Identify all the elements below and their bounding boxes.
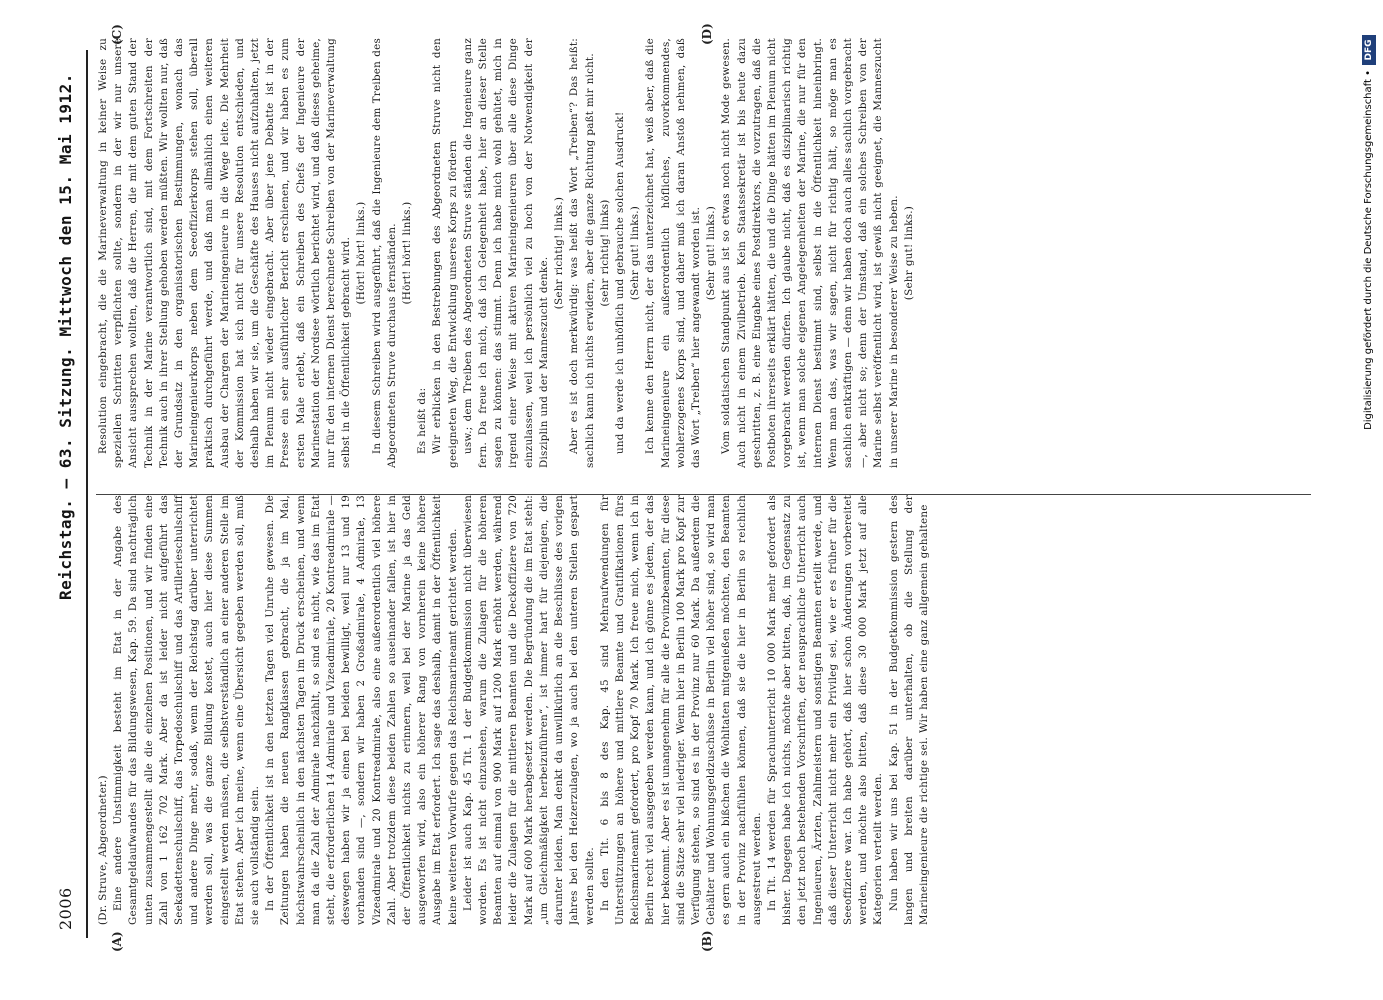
interjection: (Sehr richtig! links.) [553,196,566,310]
credit-strip [1359,0,1383,1000]
margin-marker-d: (D) [700,23,714,45]
right-column-text [96,38,917,468]
paragraph: Aber es ist doch merkwürdig: was heißt das Wort „Treiben“? Das heißt: sachlich kann ich nichts erwidern, aber die ganze Richtung paßt mir nicht. [568,38,596,468]
left-column-text [96,495,932,925]
paragraph: In diesem Schreiben wird ausgeführt, daß die Ingenieure dem Treiben des Abgeordneten Struve durchaus fernständen. [370,38,398,468]
page-header [56,50,82,930]
dfg-credit-text: Digitalisierung gefördert durch die Deutsche Forschungsgemeinschaft • [1363,70,1374,430]
header-rule [86,50,88,938]
paragraph: Eine andere Unstimmigkeit besteht im Etat in der Angabe des Gesamtgeldaufwandes für das Bildungswesen, Kap. 59. Da sind nachträglich unten zusammengestellt alle die einzelnen Positionen, und wir finden eine Zahl von 1 162 702 Mark. Aber da ist leider nicht aufgeführt das Seekadettenschulschiff, das Torpedoschulschiff und das Artillerieschulschiff und andere Dinge mehr, sodaß, wenn der Reichstag darüber unterrichtet werden soll, was die ganze Bildung kostet, auch hier diese Summen eingestellt werden müssen, die selbstverständlich an einer anderen Stelle im Etat stehen. Aber ich meine, wenn eine Übersicht gegeben werden soll, muß sie auch vollständig sein. [112,495,262,925]
margin-marker-a: (A) [110,931,124,952]
paragraph: Resolution eingebracht, die die Marineverwaltung in keiner Weise zu speziellen Schritten verpflichten sollte, sondern in der wir nur unsere Ansicht aussprechen wollten, daß die Herren, die mit dem guten Stand der Technik in der Marine verantwortlich sind, mit dem Fortschreiten der Technik auch in ihrer Stellung gehoben werden müßten. Wir wollten nur, daß der Grundsatz in den organisatorischen Bestimmungen, wonach das Marineingenieurkorps neben dem Seeoffizierkorps stehen soll, überall praktisch durchgeführt werde, und daß man allmählich einen weiteren Ausbau der Chargen der Marineingenieure in die Wege leite. Die Mehrheit der Kommission hat sich nicht für unsere Resolution entschieden, und deshalb haben wir sie, um die Geschäfte des Hauses nicht aufzuhalten, jetzt im Plenum nicht wieder eingebracht. Aber über jene Debatte ist in der Presse ein sehr ausführlicher Bericht erschienen, und wir haben es zum ersten Male erlebt, daß ein Schreiben des Chefs der Ingenieure der Marinestation der Nordsee wörtlich berichtet wird, und daß dieses geheime, nur für den internen Dienst berechnete Schreiben von der Marineverwaltung selbst in die Öffentlichkeit gebracht wird. [97,38,353,468]
paragraph: usw.; dem Treiben des Abgeordneten Struve ständen die Ingenieure ganz fern. Da freue ich mich, daß ich Gelegenheit habe, hier an dieser Stelle sagen zu können: das stimmt. Denn ich habe mich wohl gehütet, mich in irgend einer Weise mit aktiven Marineingenieuren über alle diese Dinge einzulassen, weil ich persönlich viel zu hoch von der Notwendigkeit der Disziplin und der Manneszucht denke. [461,38,550,468]
paragraph: In der Öffentlichkeit ist in den letzten Tagen viel Unruhe gewesen. Die Zeitungen haben die neuen Rangklassen gebracht, die ja im Mai, höchstwahrscheinlich in den nächsten Tagen im Druck erscheinen, und wenn man da die Zahl der Admirale nachzählt, so sind es nicht, wie das im Etat steht, die erforderlichen 14 Admirale und Vizeadmirale, 20 Kontreadmirale — deswegen haben wir ja einen bei beiden bewilligt, weil nur 13 und 19 vorhanden sind —, sondern wir haben 2 Großadmirale, 4 Admirale, 13 Vizeadmirale und 20 Kontreadmirale, also eine außerordentlich viel höhere Zahl. Aber trotzdem diese beiden Zahlen so auseinander fallen, ist hier in der Öffentlichkeit nichts zu erinnern, weil bei der Marine ja das Geld ausgeworfen wird, also ein höherer Rang von vornherein keine höhere Ausgabe im Etat erfordert. Ich sage das deshalb, damit in der Öffentlichkeit keine weiteren Vorwürfe gegen das Reichsmarineamt gerichtet werden. [264,495,459,925]
paragraph: und da werde ich unhöflich und gebrauche solchen Ausdruck! [613,111,626,454]
paragraph: Nun haben wir uns bei Kap. 51 in der Budgetkommission gestern des langen und breiten darüber unterhalten, ob die Stellung der Marineingenieure die richtige sei. Wir haben eine ganz allgemein gehaltene [887,495,930,925]
margin-marker-c: (C) [110,24,124,45]
paragraph: Es heißt da: [416,387,429,454]
right-column [96,38,1311,468]
paragraph: In Tit. 14 werden für Sprachunterricht 10 000 Mark mehr gefordert als bisher. Dagegen habe ich nichts, möchte aber bitten, daß, im Gegensatz zu den jetzt noch bestehenden Vorschriften, der neusprachliche Unterricht auch Ingenieuren, Ärzten, Zahlmeistern und sonstigen Beamten erteilt werde, und daß dieser Unterricht nicht mehr ein Privileg sei, wie er es früher für die Seeoffiziere war. Ich habe gehört, daß hier schon Änderungen vorbereitet werden, und möchte also bitten, daß diese 30 000 Mark jetzt auf alle Kategorien verteilt werden. [765,495,885,925]
interjection: (Sehr gut! links.) [629,205,642,301]
page-number: 2006 [56,887,75,930]
left-column [96,495,1311,925]
dfg-logo: DFG [1362,35,1376,65]
interjection: (Hört! hört! links.) [401,201,414,305]
paragraph: In den Tit. 6 bis 8 des Kap. 45 sind Mehraufwendungen für Unterstützungen an höhere und mittlere Beamte und Gratifikationen fürs Reichsmarineamt gefordert, pro Kopf 70 Mark. Ich freue mich, wenn ich in Berlin recht viel ausgegeben werden kann, und ich gönne es jedem, der das hier bekommt. Aber es ist unangenehm für alle die Provinzbeamten, für diese sind die Sätze sehr viel niedriger. Wenn hier in Berlin 100 Mark pro Kopf zur Verfügung stehen, so sind es in der Provinz nur 60 Mark. Da außerdem die Gehälter und Wohnungsgeldzuschüsse in Berlin viel höher sind, so wird man es gern auch ein bißchen die Wohltaten mitgenießen möchten, den Beamten in der Provinz nachfühlen können, daß sie die hier in Berlin so reichlich ausgestreut werden. [598,495,763,925]
paragraph: Wir erblicken in den Bestrebungen des Abgeordneten Struve nicht den geeigneten Weg, die Entwicklung unseres Korps zu fördern [431,38,459,468]
speaker-line: (Dr. Struve, Abgeordneter.) [97,775,109,925]
paragraph: Vom soldatischen Standpunkt aus ist so etwas noch nicht Mode gewesen. Auch nicht in einem Zivilbetrieb. Kein Staatssekretär ist bis heute dazu geschritten, z. B. eine Eingabe eines Postdirektors, die vorzutragen, daß die Postboten ihrerseits erklärt hätten, die und die Dinge hätten im Plenum nicht vorgebracht werden dürfen. Ich glaube nicht, daß es disziplinarisch richtig ist, wenn man solche eigenen Angelegenheiten der Marine, die nur für den internen Dienst bestimmt sind, selbst in die Öffentlichkeit hineinbringt. Wenn man das, was wir sagen, nicht für richtig hält, so möge man es sachlich entkräftigen — denn wir haben doch auch alles sachlich vorgebracht —, aber nicht so; denn der Umstand, daß ein solches Schreiben von der Marine selbst veröffentlicht wird, ist gewiß nicht geeignet, die Manneszucht in unserer Marine in besonderer Weise zu heben. [720,38,900,468]
interjection: (Sehr gut! links.) [902,205,915,301]
paragraph: Leider ist auch Kap. 45 Tit. 1 der Budgetkommission nicht überwiesen worden. Es ist nicht einzusehen, warum die Zulagen für die höheren Beamten auf einmal von 900 Mark auf 1200 Mark erhöht werden, während leider die Zulagen für die mittleren Beamten und die Deckoffiziere von 720 Mark auf 600 Mark herabgesetzt werden. Die Begründung die im Etat steht: „um Gleichmäßigkeit herbeizuführen“, ist immer hart für diejenigen, die darunter leiden. Man denkt da unwillkürlich an die Beschlüsse des vorigen Jahres bei den Heizerzulagen, wo ja auch bei den unteren Stellen gespart werden sollte. [461,495,596,925]
page-title: Reichstag. — 63. Sitzung. Mittwoch den 15. Mai 1912. [56,73,75,600]
interjection: (Sehr gut! links.) [705,205,718,301]
interjection: (Hört! hört! links.) [355,201,368,305]
margin-marker-b: (B) [700,930,714,952]
interjection: (sehr richtig! links) [598,199,611,307]
credit-rotated [1359,0,1383,1000]
paragraph: Ich kenne den Herrn nicht, der das unterzeichnet hat, weiß aber, daß die Marineingenieure ein außerordentlich höfliches, zuvorkommendes, wohlerzogenes Korps sind, und daher muß ich daran Anstoß nehmen, daß das Wort „Treiben“ hier angewandt worden ist. [644,38,702,468]
